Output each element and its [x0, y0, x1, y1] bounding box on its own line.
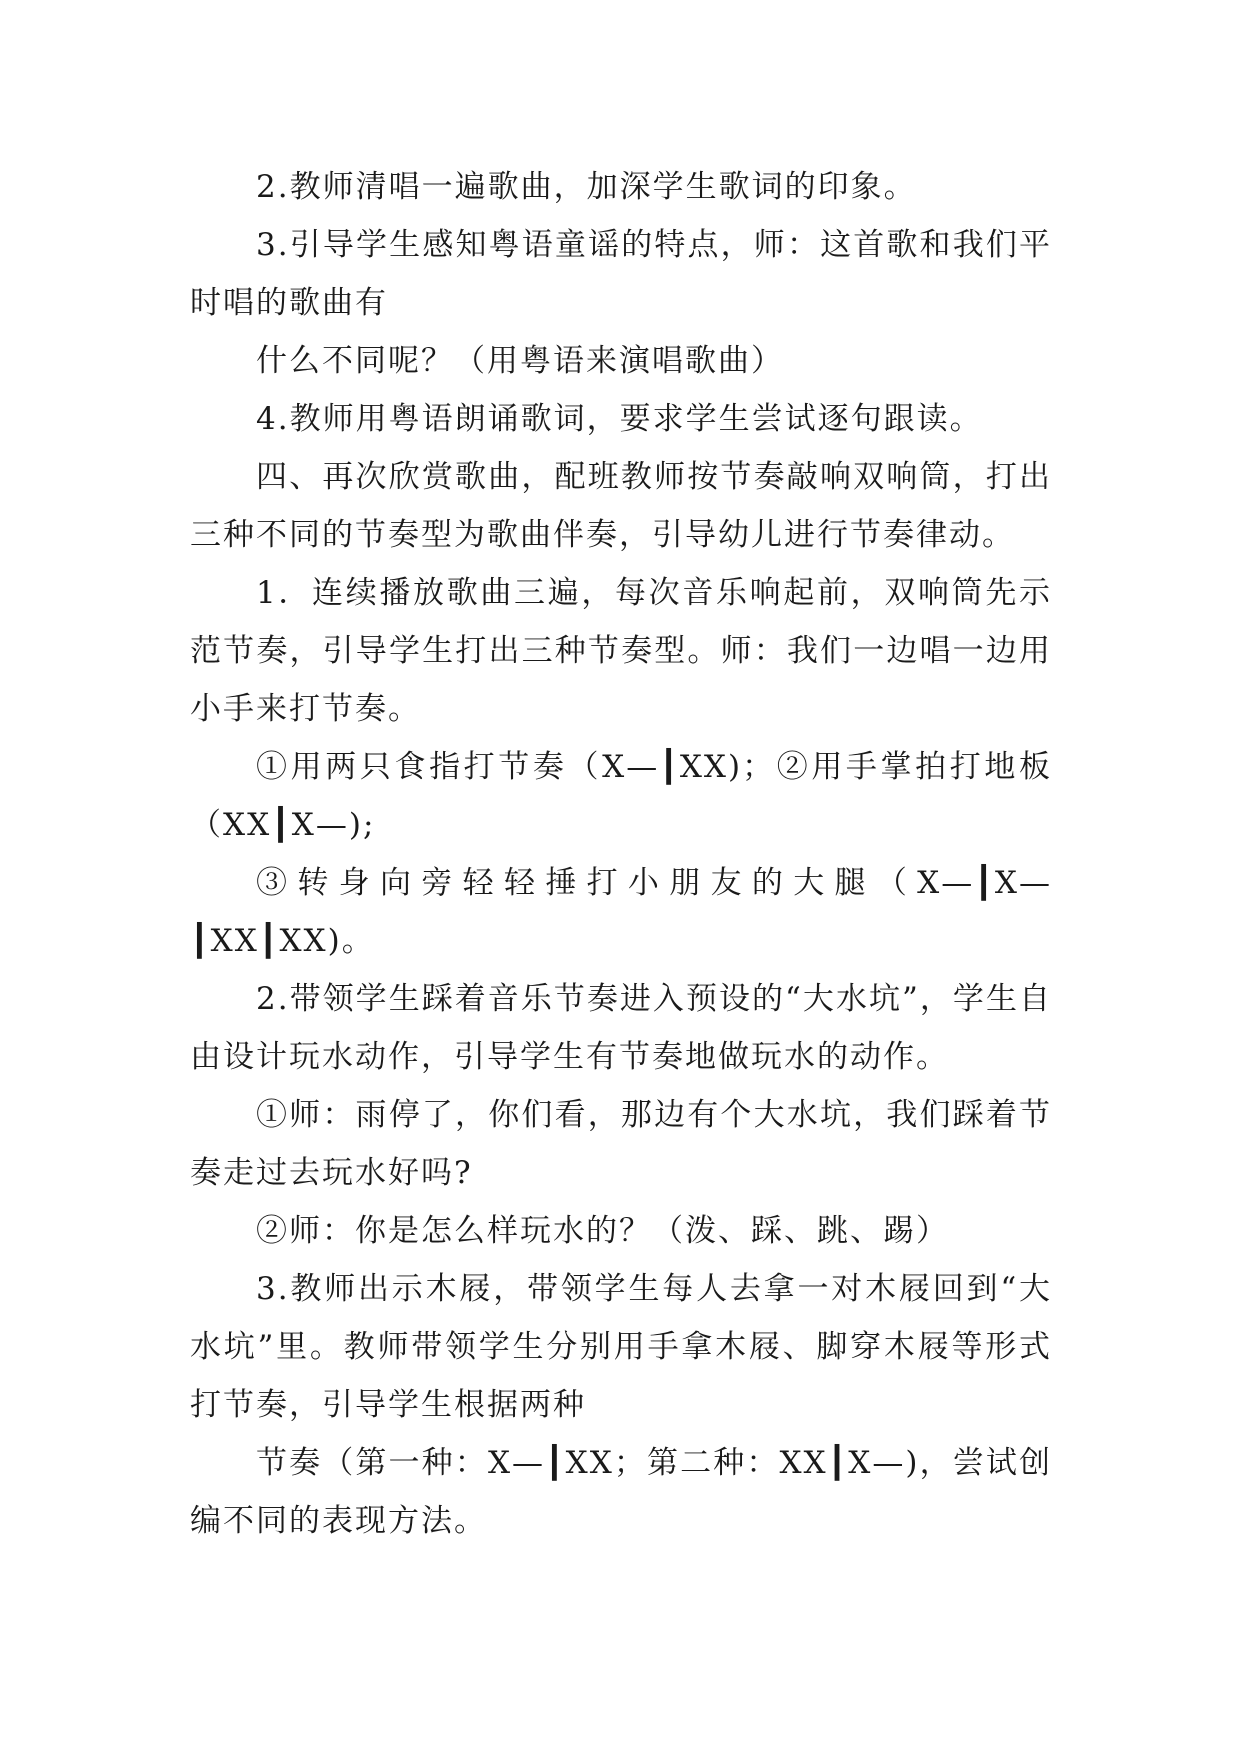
paragraph-8: ③转身向旁轻轻捶打小朋友的大腿（X—┃X—┃XX┃XX)。: [190, 865, 1052, 959]
paragraph-10: ①师：雨停了，你们看，那边有个大水坑，我们踩着节奏走过去玩水好吗?: [190, 1097, 1052, 1191]
paragraph-11: ②师：你是怎么样玩水的？（泼、踩、跳、踢）: [256, 1213, 949, 1249]
paragraph-7: ①用两只食指打节奏（X—┃XX)；②用手掌拍打地板（XX┃X—);: [190, 749, 1052, 843]
paragraph-5: 四、再次欣赏歌曲，配班教师按节奏敲响双响筒，打出三种不同的节奏型为歌曲伴奏，引导幼儿进行节奏律动。: [190, 459, 1052, 553]
paragraph-2: 3.引导学生感知粤语童谣的特点，师：这首歌和我们平时唱的歌曲有: [190, 227, 1052, 321]
document-body: [190, 158, 1052, 1550]
paragraph-9: 2.带领学生踩着音乐节奏进入预设的“大水坑”，学生自由设计玩水动作，引导学生有节奏地做玩水的动作。: [190, 981, 1052, 1075]
paragraph-1: 2.教师清唱一遍歌曲，加深学生歌词的印象。: [256, 169, 917, 205]
paragraph-13: 节奏（第一种：X—┃XX；第二种：XX┃X—)，尝试创编不同的表现方法。: [190, 1445, 1052, 1539]
paragraph-3: 什么不同呢？（用粤语来演唱歌曲）: [256, 343, 784, 379]
paragraph-6: 1．连续播放歌曲三遍，每次音乐响起前，双响筒先示范节奏，引导学生打出三种节奏型。师：我们一边唱一边用小手来打节奏。: [190, 575, 1052, 727]
paragraph-4: 4.教师用粤语朗诵歌词，要求学生尝试逐句跟读。: [256, 401, 983, 437]
paragraph-12: 3.教师出示木屐，带领学生每人去拿一对木屐回到“大水坑”里。教师带领学生分别用手拿木屐、脚穿木屐等形式打节奏，引导学生根据两种: [190, 1271, 1052, 1423]
